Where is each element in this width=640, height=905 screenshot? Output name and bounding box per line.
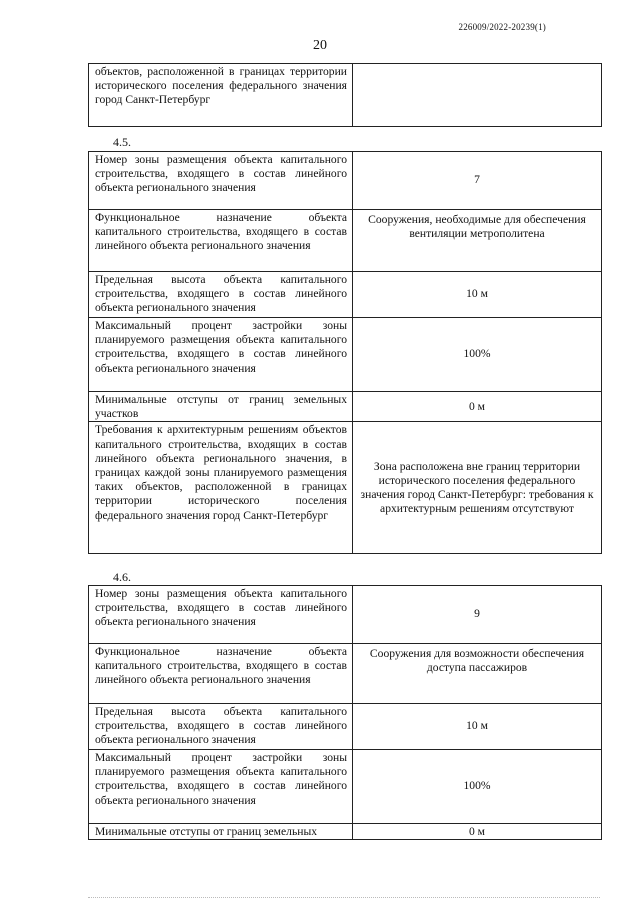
row-value: 10 м [353, 704, 602, 750]
section-number: 4.6. [113, 570, 131, 584]
row-label: Минимальные отступы от границ земельных [89, 824, 353, 840]
row-label: Номер зоны размещения объекта капитального строительства, входящего в состав линейного объекта регионального значения [89, 586, 353, 644]
scan-artifact-line [88, 897, 600, 901]
row-label: Функциональное назначение объекта капитального строительства, входящего в состав линейного объекта регионального значения [89, 210, 353, 272]
document-id: 226009/2022-20239(1) [458, 22, 546, 32]
section-number: 4.5. [113, 135, 131, 149]
table-row [89, 152, 602, 210]
table-row [89, 392, 602, 422]
row-label: Предельная высота объекта капитального строительства, входящего в состав линейного объекта регионального значения [89, 272, 353, 318]
row-label: Минимальные отступы от границ земельных участков [89, 392, 353, 422]
row-value: 10 м [353, 272, 602, 318]
row-label: Функциональное назначение объекта капитального строительства, входящего в состав линейного объекта регионального значения [89, 644, 353, 704]
table-row [89, 644, 602, 704]
table-row [89, 318, 602, 392]
row-value: 9 [353, 586, 602, 644]
row-label: объектов, расположенной в границах территории исторического поселения федерального значения город Санкт-Петербург [89, 64, 353, 127]
table-row [89, 704, 602, 750]
table-row [89, 64, 602, 127]
table-row [89, 422, 602, 554]
table-row [89, 210, 602, 272]
row-value: 100% [353, 750, 602, 824]
row-value: Сооружения для возможности обеспечения доступа пассажиров [353, 644, 602, 704]
row-value: Сооружения, необходимые для обеспечения вентиляции метрополитена [353, 210, 602, 272]
row-label: Номер зоны размещения объекта капитального строительства, входящего в состав линейного объекта регионального значения [89, 152, 353, 210]
row-label: Предельная высота объекта капитального строительства, входящего в состав линейного объекта регионального значения [89, 704, 353, 750]
table-row [89, 272, 602, 318]
table-row [89, 750, 602, 824]
row-value: 0 м [353, 824, 602, 840]
row-label: Максимальный процент застройки зоны планируемого размещения объекта капитального строительства, входящего в состав линейного объекта регионального значения [89, 318, 353, 392]
row-value: Зона расположена вне границ территории исторического поселения федерального значения город Санкт-Петербург: требования к архитектурным решениям отсутствуют [353, 422, 602, 554]
zone-parameters-table-4-6 [88, 585, 602, 840]
row-label: Требования к архитектурным решениям объектов капитального строительства, входящих в состав линейного объекта регионального значения, в границах каждой зоны планируемого размещения таких объектов, расположенной в границах территории исторического поселения федерального значения город Санкт-Петербург [89, 422, 353, 554]
table-row [89, 824, 602, 840]
row-value [353, 64, 602, 127]
row-value: 7 [353, 152, 602, 210]
table-row [89, 586, 602, 644]
page-number: 20 [313, 38, 327, 53]
row-value: 100% [353, 318, 602, 392]
row-label: Максимальный процент застройки зоны планируемого размещения объекта капитального строительства, входящего в состав линейного объекта регионального значения [89, 750, 353, 824]
zone-parameters-table-4-5 [88, 151, 602, 554]
row-value: 0 м [353, 392, 602, 422]
continuation-table [88, 63, 602, 127]
